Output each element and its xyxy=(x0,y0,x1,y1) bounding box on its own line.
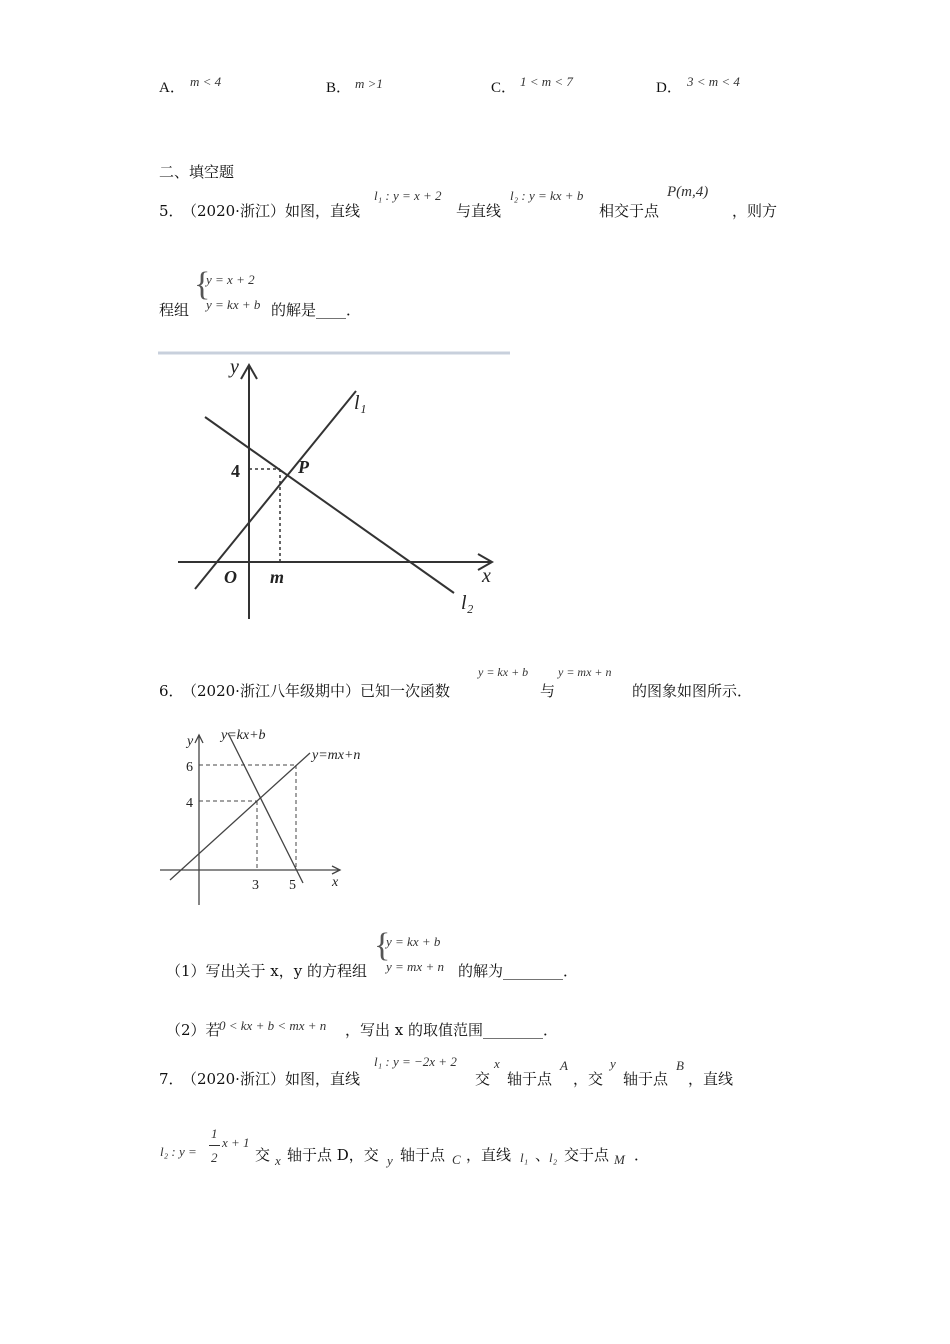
line-kx-b xyxy=(228,733,303,883)
q7-axis-c: 轴于点 xyxy=(400,1146,446,1164)
q6-part1-line2: y = mx + n xyxy=(386,959,444,974)
q6-part1-brace: { xyxy=(374,927,391,964)
line-l1 xyxy=(195,391,356,589)
q7-l1: l₁ xyxy=(520,1150,529,1165)
q7-y: y xyxy=(610,1056,616,1071)
label-kx-b: y=kx+b xyxy=(221,728,266,743)
q7-jiao2: 交 xyxy=(255,1146,271,1164)
option-b-math: m >1 xyxy=(355,76,383,91)
q7-x2: x xyxy=(275,1153,281,1168)
q7-axis-d: 轴于点 D，交 xyxy=(287,1146,379,1164)
q7-comma-jiao: ，交 xyxy=(573,1070,604,1088)
label-x: x xyxy=(482,565,491,587)
q7-number: 7． xyxy=(159,1070,184,1088)
label-p: P xyxy=(298,457,309,477)
q7-source: （2020·浙江）如图，直线 xyxy=(182,1070,360,1088)
q6-part2-suffix: ，写出 x 的取值范围________． xyxy=(345,1021,558,1039)
label-three: 3 xyxy=(252,878,259,893)
q7-meet: 交于点 xyxy=(564,1146,610,1164)
q6-source: （2020·浙江八年级期中）已知一次函数 xyxy=(182,682,450,700)
q6-number: 6． xyxy=(159,682,184,700)
label-origin: O xyxy=(224,567,237,587)
q7-frac-bar xyxy=(209,1145,220,1146)
option-d-letter: D． xyxy=(656,80,682,96)
option-a-letter: A． xyxy=(159,80,185,96)
q6-part2-inequality: 0 < kx + b < mx + n xyxy=(219,1018,327,1033)
q7-l2: l₂ xyxy=(549,1150,558,1165)
option-d-math: 3 < m < 4 xyxy=(687,74,740,89)
label-five: 5 xyxy=(289,878,296,893)
q6-part1-line1: y = kx + b xyxy=(386,934,441,949)
label-four: 4 xyxy=(231,461,240,481)
q7-frac-num: 1 xyxy=(211,1126,218,1141)
q6-function-2: y = mx + n xyxy=(558,665,612,679)
q7-point-m: M xyxy=(614,1152,625,1167)
q7-line-word: ，直线 xyxy=(466,1146,512,1164)
q5-l1-equation: l₁ : y = x + 2 xyxy=(374,188,442,203)
q7-l2-prefix: l₂ : y = xyxy=(160,1144,197,1159)
q5-graph xyxy=(158,351,510,623)
label-mx-n: y=mx+n xyxy=(312,748,361,763)
q7-jiao: 交 xyxy=(475,1070,491,1088)
q7-point-c: C xyxy=(452,1152,461,1167)
q6-part2-prefix: （2）若 xyxy=(166,1021,221,1039)
q6-and: 与 xyxy=(540,682,556,700)
option-a-math: m < 4 xyxy=(190,74,222,89)
q5-then: ，则方 xyxy=(732,202,778,220)
q7-period: ． xyxy=(634,1146,650,1164)
q7-point-a: A xyxy=(560,1058,568,1073)
q6-graph xyxy=(158,723,380,913)
option-c-math: 1 < m < 7 xyxy=(520,74,573,89)
label-l2: l₂ xyxy=(461,592,474,614)
q6-part1-suffix: 的解为________． xyxy=(458,962,579,980)
label-l1: l₁ xyxy=(354,392,367,414)
q7-y2: y xyxy=(387,1153,393,1168)
label-y: y xyxy=(230,356,239,378)
q7-axis-to-b: 轴于点 xyxy=(623,1070,669,1088)
label-m: m xyxy=(270,567,285,587)
q5-system-line1: y = x + 2 xyxy=(206,272,255,287)
q7-x: x xyxy=(494,1056,500,1071)
section-title: 二、填空题 xyxy=(159,163,235,181)
q5-l2-equation: l₂ : y = kx + b xyxy=(510,188,584,203)
q6-tail: 的图象如图所示． xyxy=(632,682,753,700)
option-c-letter: C． xyxy=(491,80,517,96)
label-x: x xyxy=(332,875,339,890)
label-y: y xyxy=(187,734,194,749)
option-b-letter: B． xyxy=(326,80,352,96)
q5-and-line: 与直线 xyxy=(456,202,502,220)
q5-number: 5． xyxy=(159,202,184,220)
q7-axis-to-a: 轴于点 xyxy=(507,1070,553,1088)
label-four: 4 xyxy=(186,796,193,811)
label-six: 6 xyxy=(186,760,193,775)
q7-dun: 、 xyxy=(535,1146,551,1164)
q5-source: （2020·浙江）如图，直线 xyxy=(182,202,360,220)
q7-then-line: ，直线 xyxy=(688,1070,734,1088)
q7-l2-suffix: x + 1 xyxy=(222,1135,250,1150)
line-l2 xyxy=(205,417,454,593)
q5-system-line2: y = kx + b xyxy=(206,297,261,312)
q7-frac-den: 2 xyxy=(211,1150,218,1165)
q5-suffix: 的解是____． xyxy=(271,301,362,319)
q5-prefix: 程组 xyxy=(159,301,190,319)
q5-point: P(m,4) xyxy=(667,184,709,200)
q5-system-brace: { xyxy=(194,266,211,303)
q5-intersect: 相交于点 xyxy=(599,202,660,220)
q6-function-1: y = kx + b xyxy=(478,665,529,679)
q6-part1-prefix: （1）写出关于 x，y 的方程组 xyxy=(166,962,368,980)
q7-l1-equation: l₁ : y = −2x + 2 xyxy=(374,1054,457,1069)
q7-point-b: B xyxy=(676,1058,684,1073)
